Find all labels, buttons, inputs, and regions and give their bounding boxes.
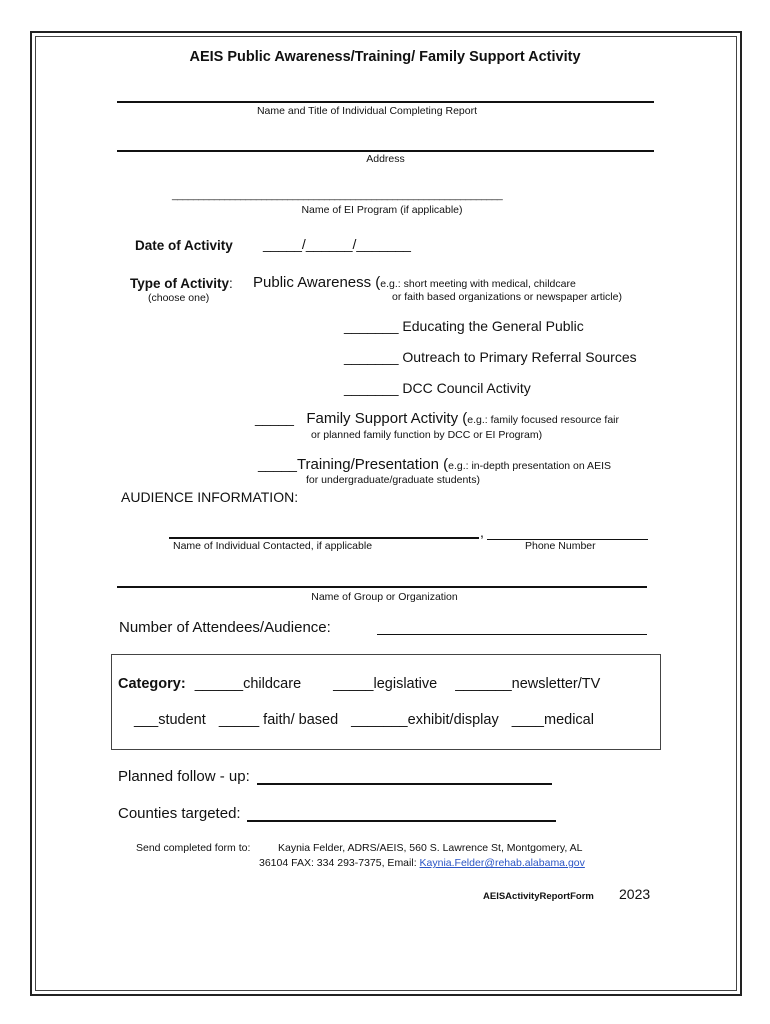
family-support-desc: e.g.: family focused resource fair [467,414,620,426]
blank[interactable]: _____ [333,676,374,692]
email-link[interactable]: Kaynia.Felder@rehab.alabama.gov [419,857,585,869]
audience-heading: AUDIENCE INFORMATION: [121,489,299,505]
option-label: student [158,712,206,728]
type-of-activity-colon: : [229,276,233,291]
option-label: medical [544,712,594,728]
category-medical[interactable] [512,712,594,728]
category-row-1 [118,676,600,692]
option-label: childcare [243,676,302,692]
training-label: Training/Presentation ( [296,456,449,473]
sub-option-blank[interactable]: _______ [344,380,399,396]
form-name: AEISActivityReportForm [483,891,594,902]
type-of-activity-text: Type of Activity [130,276,230,291]
name-title-line[interactable] [117,101,654,103]
blank[interactable]: ____ [511,712,544,728]
send-address-line-2 [259,857,585,869]
date-label: Date of Activity [135,238,233,253]
training-option[interactable] [258,456,611,474]
group-name-line[interactable] [117,586,647,588]
address-caption: Address [366,153,405,165]
sub-option-blank[interactable]: _______ [344,349,399,365]
blank[interactable]: _____ [218,712,260,728]
attendees-label: Number of Attendees/Audience: [119,619,331,636]
training-desc-2: for undergraduate/graduate students) [306,474,480,486]
category-row-2 [134,712,594,728]
family-support-option[interactable] [255,410,619,428]
send-address-line-1: Kaynia Felder, ADRS/AEIS, 560 S. Lawrence St, Montgomery, AL [278,842,583,854]
category-faith-based[interactable] [219,712,338,728]
family-support-desc-2: or planned family function by DCC or EI Program) [311,429,543,441]
category-student[interactable] [134,712,206,728]
program-line[interactable]: _______________________________________________________________ [172,189,503,201]
public-awareness-desc-2: or faith based organizations or newspaper article) [392,291,622,303]
contact-name-line[interactable] [169,537,479,539]
phone-caption: Phone Number [525,540,596,552]
planned-followup-line[interactable] [257,783,552,785]
sub-option-label: DCC Council Activity [402,380,531,396]
blank[interactable]: _______ [351,712,408,728]
contact-caption: Name of Individual Contacted, if applicable [173,540,373,552]
address-fax-text: 36104 FAX: 334 293-7375, Email: [259,857,420,869]
group-caption: Name of Group or Organization [311,591,458,603]
date-field[interactable]: _____/______/_______ [263,236,411,252]
contact-comma: , [480,524,484,540]
option-label: legislative [373,676,438,692]
option-label: faith/ based [259,712,339,728]
program-caption: Name of EI Program (if applicable) [301,204,463,216]
planned-followup-label: Planned follow - up: [118,768,250,785]
category-legislative[interactable] [333,676,437,692]
sub-option-label: Outreach to Primary Referral Sources [402,349,637,365]
sub-option-outreach[interactable] [344,349,637,365]
form-title: AEIS Public Awareness/Training/ Family Support Activity [189,49,581,65]
category-newsletter-tv[interactable] [455,676,600,692]
send-to-label: Send completed form to: [136,842,251,854]
training-blank[interactable]: _____ [258,456,297,472]
counties-label: Counties targeted: [118,805,241,822]
sub-option-educating[interactable] [344,318,584,334]
option-label: exhibit/display [407,712,499,728]
category-label: Category: [118,676,186,692]
category-exhibit-display[interactable] [351,712,499,728]
attendees-line[interactable] [377,634,647,635]
choose-one-note: (choose one) [148,292,210,304]
counties-line[interactable] [247,820,556,822]
training-desc: e.g.: in-depth presentation on AEIS [448,460,611,472]
category-childcare[interactable] [195,676,301,692]
family-support-blank[interactable]: _____ [255,410,294,426]
type-of-activity-label [130,276,233,291]
form-year: 2023 [619,886,651,902]
sub-option-label: Educating the General Public [402,318,584,334]
family-support-label: Family Support Activity ( [306,410,468,427]
public-awareness-option[interactable] [253,274,576,292]
sub-option-blank[interactable]: _______ [344,318,399,334]
public-awareness-desc: e.g.: short meeting with medical, childcare [380,278,576,290]
public-awareness-label: Public Awareness ( [253,274,381,291]
name-title-caption: Name and Title of Individual Completing Report [256,105,478,117]
blank[interactable]: ______ [194,676,244,692]
address-line[interactable] [117,150,654,152]
blank[interactable]: ___ [134,712,159,728]
sub-option-dcc[interactable] [344,380,531,396]
option-label: newsletter/TV [511,676,601,692]
blank[interactable]: _______ [455,676,512,692]
category-box [111,654,661,750]
